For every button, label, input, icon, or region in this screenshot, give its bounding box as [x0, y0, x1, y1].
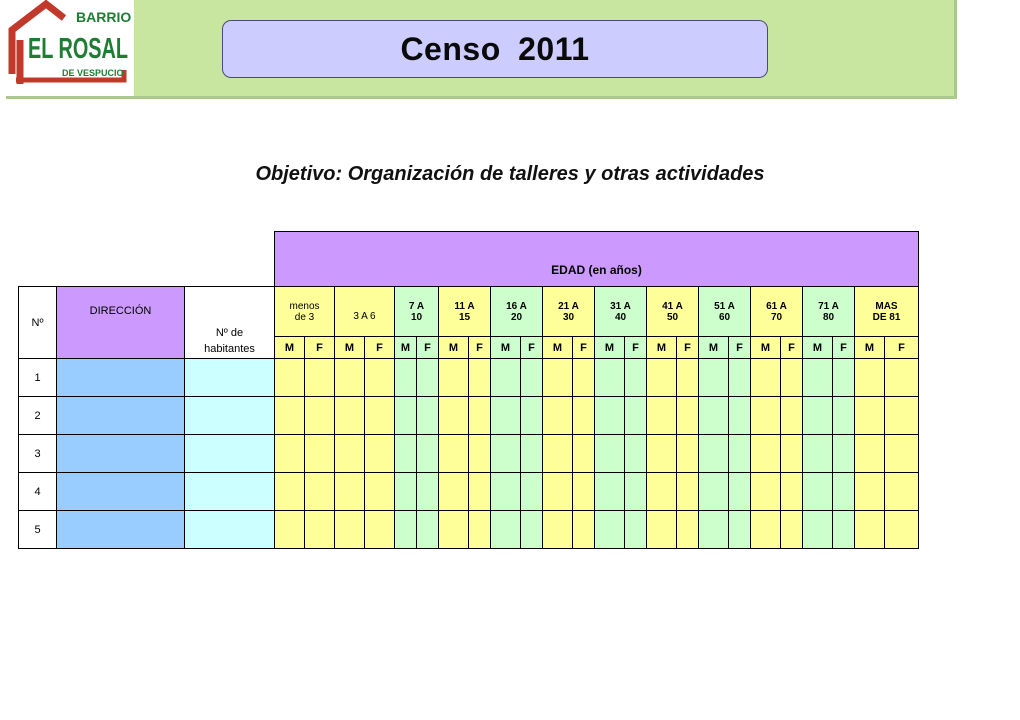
row-number: 2: [19, 397, 57, 435]
count-cell[interactable]: [699, 473, 729, 511]
sex-header-m: M: [699, 337, 729, 359]
sex-header-m: M: [803, 337, 833, 359]
count-cell[interactable]: [305, 473, 335, 511]
sex-header-f: F: [677, 337, 699, 359]
count-cell[interactable]: [469, 435, 491, 473]
count-cell[interactable]: [729, 473, 751, 511]
sex-header-f: F: [521, 337, 543, 359]
age-group-line1: 16 A: [506, 300, 527, 312]
age-group-header: [439, 287, 491, 337]
count-cell[interactable]: [781, 511, 803, 549]
count-cell[interactable]: [625, 359, 647, 397]
sex-header-f: F: [833, 337, 855, 359]
count-cell[interactable]: [275, 359, 305, 397]
sex-header-f: F: [365, 337, 395, 359]
count-cell[interactable]: [699, 359, 729, 397]
count-cell[interactable]: [781, 359, 803, 397]
row-number: 4: [19, 473, 57, 511]
sex-header-f: F: [305, 337, 335, 359]
count-cell[interactable]: [469, 397, 491, 435]
count-cell[interactable]: [855, 359, 885, 397]
table-row: [19, 435, 919, 473]
sex-header-m: M: [751, 337, 781, 359]
age-group-line2: 70: [770, 311, 783, 323]
count-cell[interactable]: [647, 435, 677, 473]
count-cell[interactable]: [803, 397, 833, 435]
count-cell[interactable]: [521, 359, 543, 397]
count-cell[interactable]: [275, 397, 305, 435]
count-cell[interactable]: [781, 435, 803, 473]
age-group-line1: 11 A: [454, 300, 475, 312]
count-cell[interactable]: [729, 397, 751, 435]
count-cell[interactable]: [417, 473, 439, 511]
page-title: Censo 2011: [400, 30, 590, 67]
sex-header-m: M: [543, 337, 573, 359]
count-cell[interactable]: [677, 359, 699, 397]
sex-header-m: M: [855, 337, 885, 359]
logo-line1: BARRIO: [76, 9, 132, 25]
age-group-line1: MAS: [875, 300, 898, 312]
count-cell[interactable]: [395, 397, 417, 435]
habitantes-cell[interactable]: [185, 359, 275, 397]
count-cell[interactable]: [335, 511, 365, 549]
count-cell[interactable]: [335, 435, 365, 473]
count-cell[interactable]: [647, 473, 677, 511]
sex-header-f: F: [417, 337, 439, 359]
count-cell[interactable]: [647, 359, 677, 397]
age-group-line1: 21 A: [558, 300, 579, 312]
row-number: 5: [19, 511, 57, 549]
count-cell[interactable]: [543, 435, 573, 473]
count-cell[interactable]: [521, 435, 543, 473]
sex-header-m: M: [275, 337, 305, 359]
count-cell[interactable]: [491, 359, 521, 397]
sex-header-f: F: [885, 337, 919, 359]
age-group-header: [751, 287, 803, 337]
count-cell[interactable]: [335, 359, 365, 397]
count-cell[interactable]: [417, 511, 439, 549]
habitantes-cell[interactable]: [185, 473, 275, 511]
count-cell[interactable]: [275, 435, 305, 473]
count-cell[interactable]: [677, 397, 699, 435]
sex-header-m: M: [439, 337, 469, 359]
count-cell[interactable]: [491, 435, 521, 473]
age-group-header: [699, 287, 751, 337]
direccion-cell[interactable]: [57, 397, 185, 435]
count-cell[interactable]: [855, 511, 885, 549]
count-cell[interactable]: [365, 435, 395, 473]
sex-header-f: F: [573, 337, 595, 359]
count-cell[interactable]: [885, 511, 919, 549]
count-cell[interactable]: [625, 397, 647, 435]
age-group-line1: menos: [289, 300, 320, 312]
count-cell[interactable]: [625, 435, 647, 473]
count-cell[interactable]: [751, 473, 781, 511]
count-cell[interactable]: [803, 435, 833, 473]
sex-header-f: F: [469, 337, 491, 359]
habitantes-cell[interactable]: [185, 397, 275, 435]
count-cell[interactable]: [521, 511, 543, 549]
count-cell[interactable]: [647, 397, 677, 435]
sex-header-m: M: [647, 337, 677, 359]
count-cell[interactable]: [885, 473, 919, 511]
habitantes-line1: Nº de: [215, 327, 244, 339]
sex-header-m: M: [395, 337, 417, 359]
sex-header-f: F: [781, 337, 803, 359]
count-cell[interactable]: [885, 397, 919, 435]
age-group-line2: 50: [666, 311, 679, 323]
count-cell[interactable]: [417, 435, 439, 473]
count-cell[interactable]: [439, 511, 469, 549]
habitantes-cell[interactable]: [185, 435, 275, 473]
age-group-line2: 10: [410, 311, 423, 323]
count-cell[interactable]: [469, 359, 491, 397]
count-cell[interactable]: [595, 511, 625, 549]
col-header-direccion: [57, 287, 185, 359]
table-row: [19, 473, 919, 511]
count-cell[interactable]: [833, 473, 855, 511]
age-group-line1: 31 A: [610, 300, 631, 312]
age-group-header: [543, 287, 595, 337]
count-cell[interactable]: [595, 359, 625, 397]
habitantes-line2: habitantes: [204, 343, 255, 355]
count-cell[interactable]: [275, 511, 305, 549]
count-cell[interactable]: [417, 397, 439, 435]
count-cell[interactable]: [543, 473, 573, 511]
count-cell[interactable]: [595, 397, 625, 435]
row-number: 3: [19, 435, 57, 473]
count-cell[interactable]: [781, 397, 803, 435]
count-cell[interactable]: [573, 435, 595, 473]
age-group-line1: 3 A 6: [353, 311, 376, 322]
age-group-line1: 71 A: [818, 300, 839, 312]
age-group-header: [491, 287, 543, 337]
count-cell[interactable]: [573, 511, 595, 549]
logo-line3: DE VESPUCIO: [62, 68, 124, 78]
count-cell[interactable]: [833, 359, 855, 397]
count-cell[interactable]: [439, 473, 469, 511]
edad-header: EDAD (en años): [275, 232, 919, 287]
table-row: [19, 397, 919, 435]
count-cell[interactable]: [543, 511, 573, 549]
count-cell[interactable]: [573, 359, 595, 397]
age-group-line2: de 3: [294, 311, 315, 323]
count-cell[interactable]: [885, 359, 919, 397]
count-cell[interactable]: [491, 511, 521, 549]
census-table: [18, 231, 919, 549]
direccion-cell[interactable]: [57, 435, 185, 473]
count-cell[interactable]: [395, 435, 417, 473]
age-group-line2: 40: [614, 311, 627, 323]
sex-header-m: M: [335, 337, 365, 359]
direccion-cell[interactable]: [57, 511, 185, 549]
age-group-line1: 41 A: [662, 300, 683, 312]
count-cell[interactable]: [833, 435, 855, 473]
count-cell[interactable]: [521, 473, 543, 511]
age-group-line2: DE 81: [872, 311, 901, 323]
count-cell[interactable]: [335, 397, 365, 435]
age-group-line1: 51 A: [714, 300, 735, 312]
logo-line2: EL ROSAL: [28, 33, 128, 65]
count-cell[interactable]: [751, 359, 781, 397]
count-cell[interactable]: [803, 473, 833, 511]
direccion-cell[interactable]: [57, 473, 185, 511]
count-cell[interactable]: [677, 511, 699, 549]
count-cell[interactable]: [305, 397, 335, 435]
blank-corner: [19, 232, 275, 287]
age-group-header: [803, 287, 855, 337]
count-cell[interactable]: [729, 435, 751, 473]
count-cell[interactable]: [491, 397, 521, 435]
age-group-line2: 80: [822, 311, 835, 323]
count-cell[interactable]: [751, 435, 781, 473]
count-cell[interactable]: [595, 435, 625, 473]
age-group-header: [395, 287, 439, 337]
habitantes-cell[interactable]: [185, 511, 275, 549]
count-cell[interactable]: [491, 473, 521, 511]
count-cell[interactable]: [395, 359, 417, 397]
age-group-header: [335, 287, 395, 337]
count-cell[interactable]: [305, 359, 335, 397]
sex-header-m: M: [595, 337, 625, 359]
title-box: [222, 20, 768, 78]
count-cell[interactable]: [885, 435, 919, 473]
count-cell[interactable]: [699, 435, 729, 473]
count-cell[interactable]: [677, 435, 699, 473]
count-cell[interactable]: [365, 473, 395, 511]
sex-header-f: F: [625, 337, 647, 359]
age-group-header: [855, 287, 919, 337]
count-cell[interactable]: [625, 511, 647, 549]
count-cell[interactable]: [395, 473, 417, 511]
count-cell[interactable]: [439, 397, 469, 435]
count-cell[interactable]: [365, 511, 395, 549]
count-cell[interactable]: [469, 511, 491, 549]
count-cell[interactable]: [573, 473, 595, 511]
count-cell[interactable]: [469, 473, 491, 511]
table-row: [19, 511, 919, 549]
count-cell[interactable]: [833, 397, 855, 435]
direccion-label: DIRECCIÓN: [89, 304, 152, 317]
col-header-num: Nº: [19, 287, 57, 359]
age-group-line1: 7 A: [408, 300, 425, 312]
count-cell[interactable]: [365, 397, 395, 435]
count-cell[interactable]: [417, 359, 439, 397]
count-cell[interactable]: [833, 511, 855, 549]
count-cell[interactable]: [729, 511, 751, 549]
age-group-line1: 61 A: [766, 300, 787, 312]
age-group-line2: 60: [718, 311, 731, 323]
count-cell[interactable]: [855, 473, 885, 511]
count-cell[interactable]: [677, 473, 699, 511]
count-cell[interactable]: [625, 473, 647, 511]
sex-header-m: M: [491, 337, 521, 359]
barrio-el-rosal-logo: [6, 0, 134, 96]
age-group-line2: 30: [562, 311, 575, 323]
direccion-cell[interactable]: [57, 359, 185, 397]
count-cell[interactable]: [595, 473, 625, 511]
age-group-header: [595, 287, 647, 337]
sex-header-f: F: [729, 337, 751, 359]
count-cell[interactable]: [699, 397, 729, 435]
count-cell[interactable]: [275, 473, 305, 511]
age-group-header: [647, 287, 699, 337]
count-cell[interactable]: [751, 511, 781, 549]
count-cell[interactable]: [543, 359, 573, 397]
count-cell[interactable]: [439, 359, 469, 397]
count-cell[interactable]: [305, 435, 335, 473]
count-cell[interactable]: [395, 511, 417, 549]
count-cell[interactable]: [365, 359, 395, 397]
col-header-habitantes: [185, 287, 275, 359]
count-cell[interactable]: [855, 435, 885, 473]
count-cell[interactable]: [439, 435, 469, 473]
objective-text: Objetivo: Organización de talleres y otras actividades: [255, 163, 765, 185]
count-cell[interactable]: [803, 359, 833, 397]
age-group-header: [275, 287, 335, 337]
count-cell[interactable]: [803, 511, 833, 549]
count-cell[interactable]: [573, 397, 595, 435]
table-row: [19, 359, 919, 397]
count-cell[interactable]: [699, 511, 729, 549]
count-cell[interactable]: [521, 397, 543, 435]
count-cell[interactable]: [751, 397, 781, 435]
count-cell[interactable]: [305, 511, 335, 549]
count-cell[interactable]: [543, 397, 573, 435]
count-cell[interactable]: [335, 473, 365, 511]
count-cell[interactable]: [781, 473, 803, 511]
count-cell[interactable]: [729, 359, 751, 397]
age-group-line2: 20: [510, 311, 523, 323]
age-group-line2: 15: [458, 311, 471, 323]
count-cell[interactable]: [855, 397, 885, 435]
count-cell[interactable]: [647, 511, 677, 549]
row-number: 1: [19, 359, 57, 397]
